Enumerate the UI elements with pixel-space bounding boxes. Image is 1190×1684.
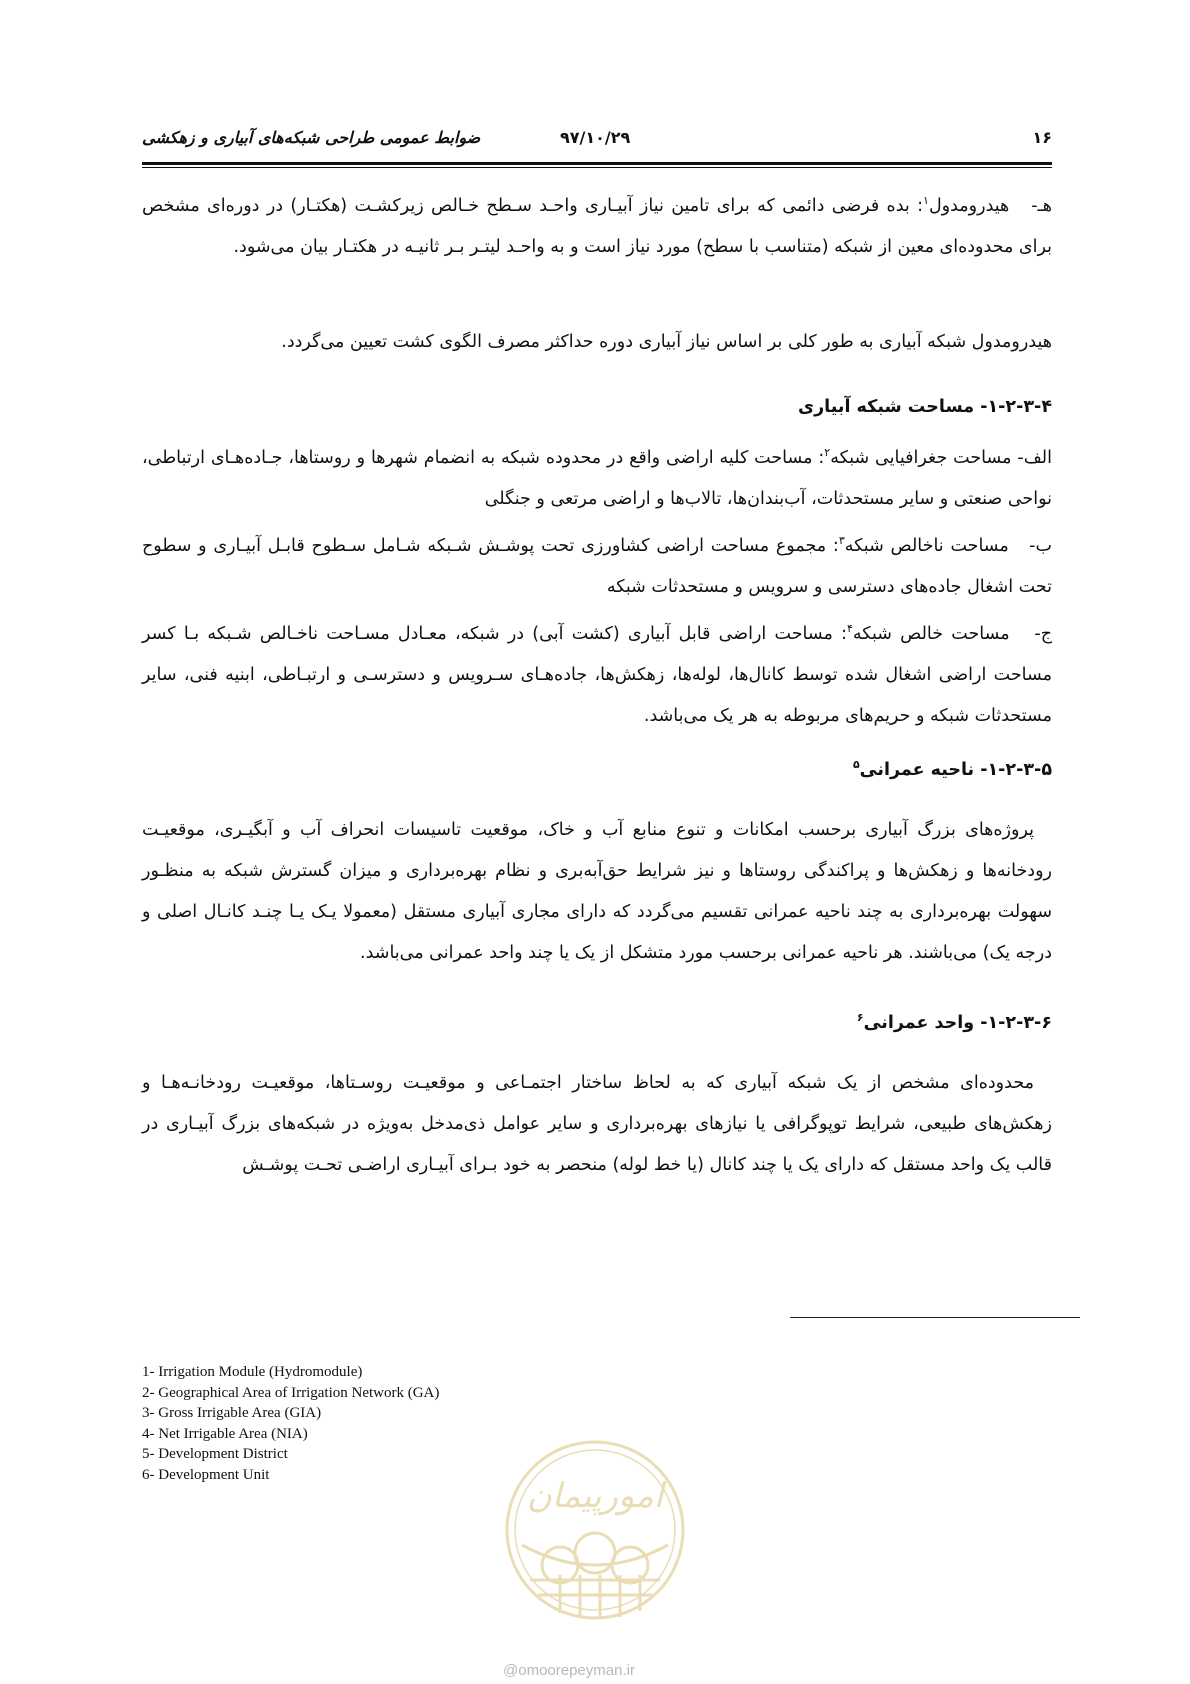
definition-term: مساحت جغرافیایی شبکه [830, 448, 1012, 468]
item-marker: هـ- [1031, 196, 1052, 216]
heading-text: ۱-۲-۳-۵- ناحیه عمرانی [859, 760, 1052, 780]
section-heading-development-unit [857, 1013, 1052, 1033]
header-rule-thick [142, 162, 1052, 165]
footnote-ref: ۱ [923, 194, 929, 208]
footnotes [142, 1362, 439, 1485]
watermark-logo-icon [500, 1435, 690, 1625]
footnote-ref: ۵ [852, 758, 860, 772]
footnote-ref: ۳ [838, 534, 845, 548]
footnote: 6- Development Unit [142, 1466, 270, 1483]
list-item [142, 526, 1052, 608]
header-title: ضوابط عمومی طراحی شبکه‌های آبیاری و زهکشی [142, 128, 481, 147]
footnote-ref: ۴ [846, 622, 853, 636]
item-marker: الف- [1017, 448, 1052, 468]
watermark-url: @omoorepeyman.ir [503, 1662, 635, 1679]
definition-text: : مساحت کلیه اراضی واقع در محدوده شبکه به انضمام شهرها و روستاها، جـاده‌هـای ارتباطی، نواحی صنعتی و سایر مستحدثات، آب‌بندان‌ها، تالاب‌ها و اراضی مرتعی و جنگلی [142, 448, 1052, 509]
definition-term: مساحت ناخالص شبکه [844, 536, 1009, 556]
definition-text: : مساحت اراضی قابل آبیاری (کشت آبی) در شبکه، معـادل مسـاحت ناخـالص شـبکه بـا کسر مساحت اراضی اشغال شده توسط کانال‌ها، لوله‌ها، زهکش‌ها، جاده‌هـای سـرویس و دسترسـی و ارتبـاطی، ابنیه فنی، سایر مستحدثات شبکه و حریم‌های مربوطه به هر یک می‌باشد. [142, 624, 1052, 726]
footnote: 5- Development District [142, 1446, 288, 1462]
footnote: 2- Geographical Area of Irrigation Network (GA) [142, 1384, 440, 1401]
hydromodule-note: هیدرومدول شبکه آبیاری به طور کلی بر اساس نیاز آبیاری دوره حداکثر مصرف الگوی کشت تعیین می‌گردد. [281, 332, 1052, 352]
list-item [142, 438, 1052, 520]
page-number: ۱۶ [1032, 128, 1052, 147]
svg-text:امورپیمان: امورپیمان [526, 1476, 664, 1516]
footnote-ref: ۲ [824, 446, 831, 460]
footnote-separator [790, 1317, 1080, 1318]
heading-text: ۱-۲-۳-۶- واحد عمرانی [863, 1013, 1052, 1033]
definition-text: : مجموع مساحت اراضی کشاورزی تحت پوشـش شـبکه شـامل سـطوح قابـل آبیـاری و سطوح تحت اشغال جاده‌های دسترسی و سرویس و مستحدثات شبکه [142, 536, 1052, 597]
footnote-ref: ۶ [856, 1011, 864, 1025]
development-unit-paragraph: محدوده‌ای مشخص از یک شبکه آبیاری که به لحاظ ساختار اجتمـاعی و موقعیـت روسـتاها، موقعیـت رودخانـه‌هـا و زهکش‌های طبیعی، شرایط توپوگرافی یا نیازهای بهره‌برداری و سایر عوامل ذی‌مدخل به‌ویژه در شبکه‌های بزرگ آبیـاری در قالب یک واحد مستقل که دارای یک یا چند کانال (یا خط لوله) منحصر به خود بـرای آبیـاری اراضـی تحـت پوشـش [142, 1073, 1052, 1175]
development-district-paragraph: پروژه‌های بزرگ آبیاری برحسب امکانات و تنوع منابع آب و خاک، موقعیت تاسیسات انحراف آب و آبگیـری، موقعیـت رودخانه‌ها و زهکش‌ها و پراکندگی روستاها و نیز شرایط حق‌آبه‌بری و نظام بهره‌برداری و میزان گسترش شبکه به منظـور سهولت بهره‌برداری به چند ناحیه عمرانی تقسیم می‌گردد که دارای مجاری آبیاری مستقل (معمولا یـک یـا چنـد کانـال اصلی و درجه یک) می‌باشند. هر ناحیه عمرانی برحسب مورد متشکل از یک یا چند واحد عمرانی می‌باشد. [142, 820, 1052, 963]
header-rule-thin [142, 167, 1052, 168]
definition-term: هیدرومدول [928, 196, 1010, 216]
definition-text: : بده فرضی دائمی که برای تامین نیاز آبیـاری واحـد سـطح خـالص زیرکشـت (هکتـار) در دوره‌ای مشخص برای محدوده‌ای معین از شبکه (متناسب با سطح) مورد نیاز است و به واحـد لیتـر بـر ثانیـه در هکتـار بیان می‌شود. [142, 196, 1052, 257]
section-heading-network-area: ۱-۲-۳-۴- مساحت شبکه آبیاری [798, 397, 1052, 417]
list-item [142, 614, 1052, 737]
footnote: 1- Irrigation Module (Hydromodule) [142, 1364, 363, 1380]
header-date: ۹۷/۱۰/۲۹ [560, 128, 631, 147]
definition-term: مساحت خالص شبکه [852, 624, 1010, 644]
footnote: 3- Gross Irrigable Area (GIA) [142, 1405, 322, 1421]
section-heading-development-district [853, 760, 1052, 780]
hydromodule-definition [142, 186, 1052, 268]
footnote: 4- Net Irrigable Area (NIA) [142, 1425, 308, 1442]
item-marker: ج- [1034, 624, 1052, 644]
item-marker: ب- [1029, 536, 1052, 556]
